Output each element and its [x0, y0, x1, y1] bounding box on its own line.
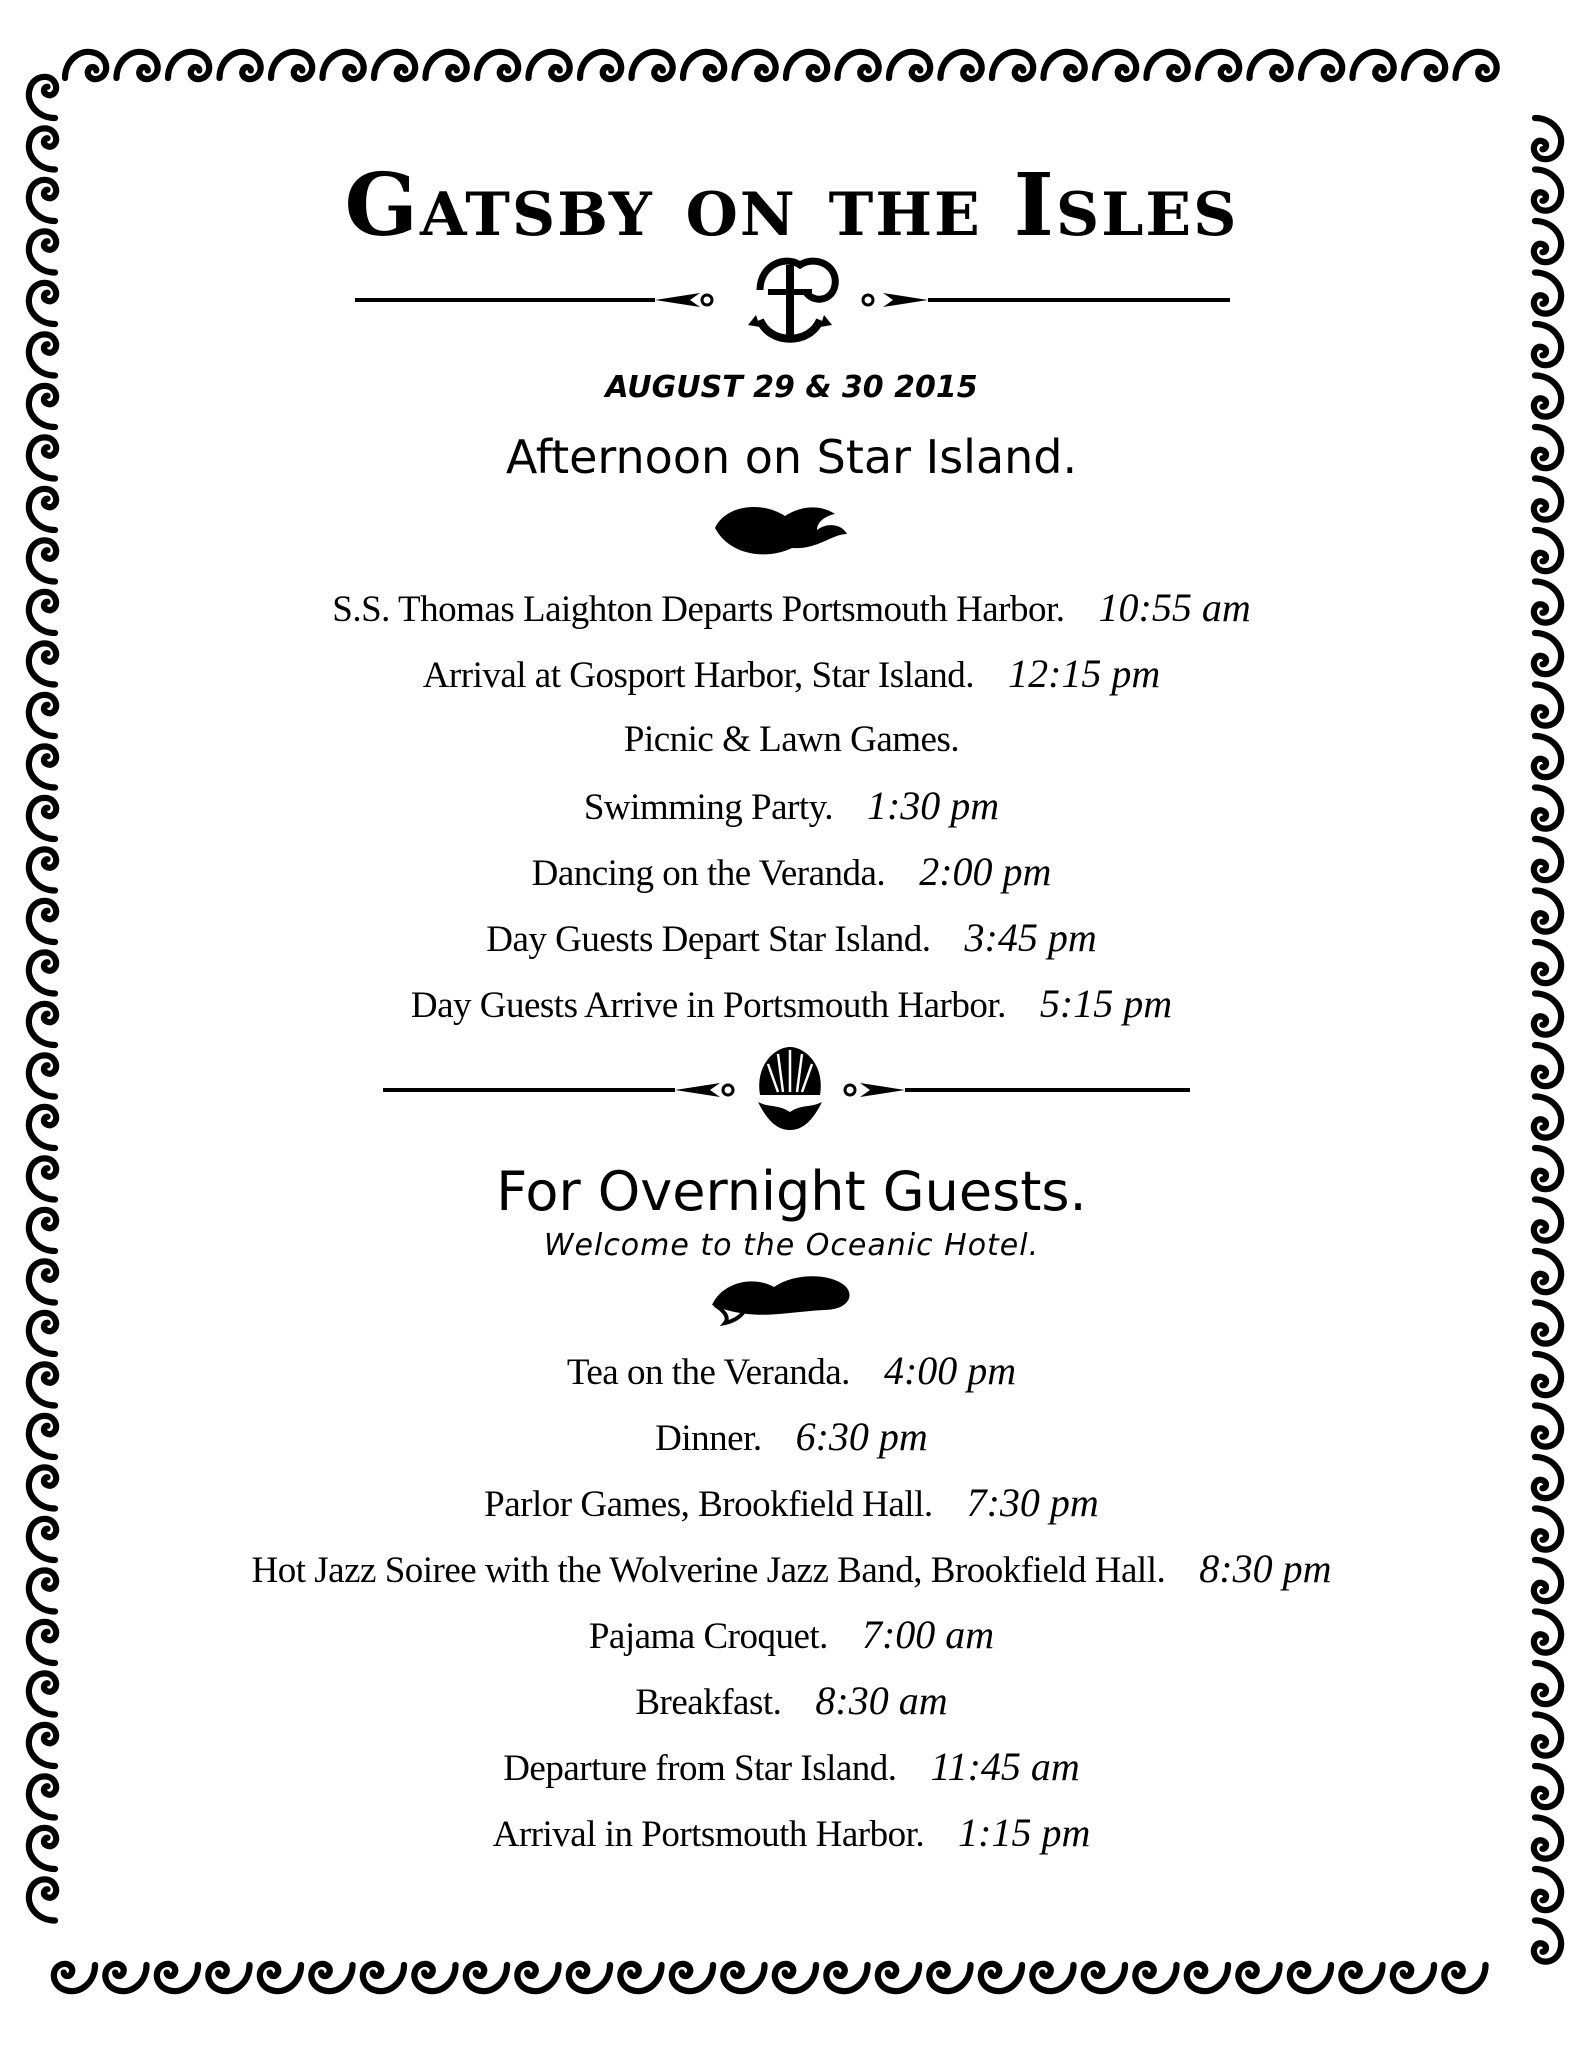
flourish-icon: [715, 507, 847, 554]
schedule-item-time: 4:00 pm: [883, 1348, 1017, 1393]
schedule-item-label: Departure from Star Island.: [503, 1748, 897, 1789]
event-date: AUGUST 29 & 30 2015: [605, 370, 978, 405]
schedule-item-time: 1:30 pm: [866, 783, 1000, 828]
schedule-item-label: Swimming Party.: [583, 787, 833, 828]
overnight-schedule: [150, 1338, 1433, 1866]
schedule-item-label: Arrival in Portsmouth Harbor.: [492, 1814, 925, 1855]
schedule-item: [150, 1800, 1433, 1866]
schedule-item-time: 6:30 pm: [795, 1414, 928, 1459]
anchor-rope-icon: [748, 261, 835, 340]
afternoon-schedule: [150, 575, 1433, 1037]
schedule-item: [150, 575, 1433, 641]
schedule-item-label: Dinner.: [655, 1418, 762, 1459]
schedule-item: [150, 1602, 1433, 1668]
schedule-item: [150, 1404, 1433, 1470]
page-title: Gatsby on the Isles: [344, 155, 1239, 256]
schedule-item-label: Tea on the Veranda.: [566, 1352, 850, 1393]
invitation-page: [150, 0, 1433, 2048]
schedule-item: [150, 773, 1433, 839]
schedule-item-time: 3:45 pm: [964, 915, 1097, 960]
schedule-item: [150, 1668, 1433, 1734]
schedule-item-time: 12:15 pm: [1008, 651, 1161, 696]
schedule-item-label: Pajama Croquet.: [588, 1616, 828, 1657]
flourish-2-icon: [712, 1276, 850, 1323]
schedule-item: [150, 1470, 1433, 1536]
schedule-item-label: Arrival at Gosport Harbor, Star Island.: [422, 655, 975, 696]
schedule-item: [150, 905, 1433, 971]
schedule-item: [150, 971, 1433, 1037]
schedule-item-label: Parlor Games, Brookfield Hall.: [484, 1484, 933, 1525]
schedule-item-time: 1:15 pm: [958, 1810, 1091, 1855]
schedule-item-label: Breakfast.: [635, 1682, 782, 1723]
schedule-item: [150, 1338, 1433, 1404]
schedule-item-label: Day Guests Arrive in Portsmouth Harbor.: [410, 985, 1006, 1026]
schedule-item: [150, 707, 1433, 773]
schedule-item: [150, 1536, 1433, 1602]
afternoon-heading: Afternoon on Star Island.: [505, 430, 1078, 484]
schedule-item-time: 2:00 pm: [919, 849, 1052, 894]
schedule-item: [150, 839, 1433, 905]
schedule-item-label: Picnic & Lawn Games.: [623, 719, 960, 760]
schedule-item-time: 7:00 am: [861, 1612, 995, 1657]
schedule-item-time: 11:45 am: [930, 1744, 1080, 1789]
overnight-subheading: Welcome to the Oceanic Hotel.: [543, 1228, 1040, 1263]
schedule-item: [150, 641, 1433, 707]
schedule-item-time: 8:30 am: [815, 1678, 948, 1723]
schedule-item-label: Dancing on the Veranda.: [531, 853, 886, 894]
schedule-item-time: 7:30 pm: [966, 1480, 1099, 1525]
schedule-item-label: Day Guests Depart Star Island.: [486, 919, 931, 960]
overnight-heading: For Overnight Guests.: [496, 1160, 1087, 1223]
schedule-item-time: 8:30 pm: [1199, 1546, 1332, 1591]
schedule-item-label: Hot Jazz Soiree with the Wolverine Jazz Band, Brookfield Hall.: [251, 1550, 1166, 1591]
schedule-item-label: S.S. Thomas Laighton Departs Portsmouth Harbor.: [332, 589, 1065, 630]
schedule-item-time: 5:15 pm: [1039, 981, 1173, 1026]
schedule-item: [150, 1734, 1433, 1800]
shell-icon: [758, 1047, 822, 1130]
schedule-item-time: 10:55 am: [1098, 585, 1251, 630]
